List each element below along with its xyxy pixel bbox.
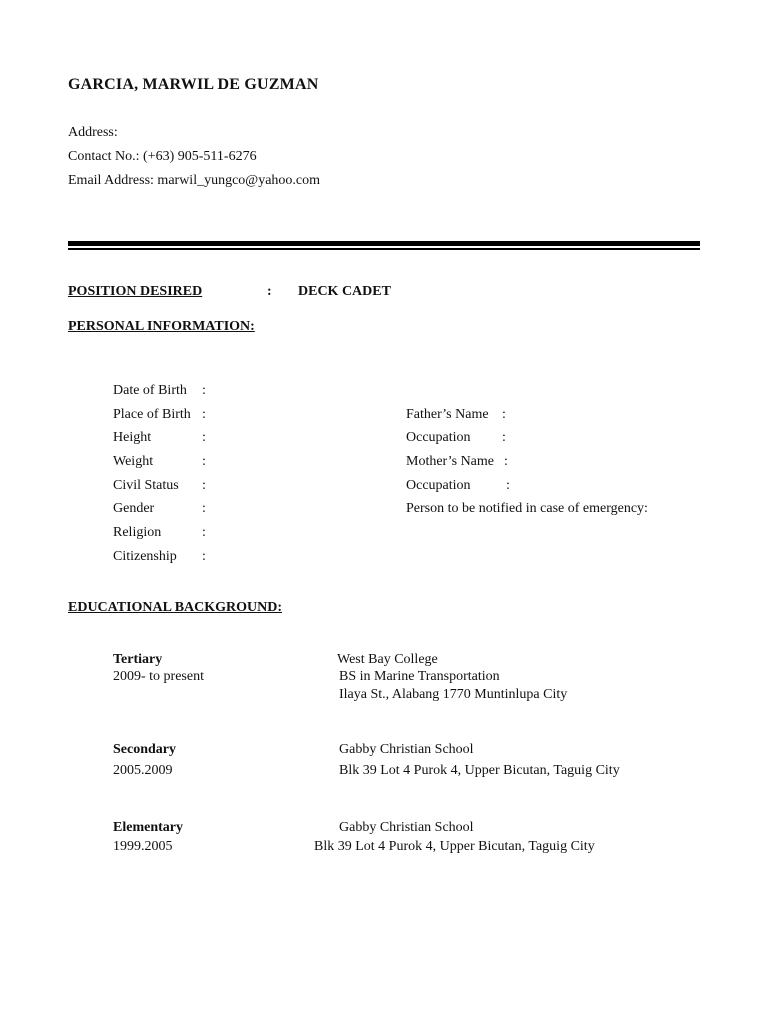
tertiary-course: BS in Marine Transportation — [339, 669, 500, 684]
personal-information-heading: PERSONAL INFORMATION: — [68, 319, 255, 334]
father-occupation-label: Occupation — [406, 430, 471, 445]
header-divider-thin — [68, 248, 700, 250]
place-of-birth-label: Place of Birth — [113, 407, 191, 422]
gender-label: Gender — [113, 501, 155, 516]
mothers-name-colon: : — [504, 454, 508, 469]
father-occupation-colon: : — [502, 430, 506, 445]
address-label: Address: — [68, 125, 118, 140]
tertiary-level: Tertiary — [113, 652, 163, 667]
height-label: Height — [113, 430, 152, 445]
civil-status-label: Civil Status — [113, 478, 179, 493]
tertiary-school: West Bay College — [337, 652, 438, 667]
weight-colon: : — [202, 454, 206, 469]
civil-status-colon: : — [202, 478, 206, 493]
emergency-contact-label: Person to be notified in case of emergency: — [406, 501, 648, 516]
elementary-school: Gabby Christian School — [339, 820, 474, 835]
contact-number: Contact No.: (+63) 905-511-6276 — [68, 149, 257, 164]
applicant-name: GARCIA, MARWIL DE GUZMAN — [68, 76, 319, 93]
tertiary-years: 2009- to present — [113, 669, 204, 684]
email-address: Email Address: marwil_yungco@yahoo.com — [68, 173, 321, 188]
religion-colon: : — [202, 525, 206, 540]
secondary-level: Secondary — [113, 742, 176, 757]
elementary-years: 1999.2005 — [113, 839, 173, 854]
secondary-school: Gabby Christian School — [339, 742, 474, 757]
citizenship-colon: : — [202, 549, 206, 564]
place-of-birth-colon: : — [202, 407, 206, 422]
header-divider-thick — [68, 241, 700, 246]
elementary-level: Elementary — [113, 820, 183, 835]
secondary-address: Blk 39 Lot 4 Purok 4, Upper Bicutan, Taguig City — [339, 763, 620, 778]
weight-label: Weight — [113, 454, 154, 469]
date-of-birth-label: Date of Birth — [113, 383, 187, 398]
mother-occupation-colon: : — [506, 478, 510, 493]
height-colon: : — [202, 430, 206, 445]
date-of-birth-colon: : — [202, 383, 206, 398]
mothers-name-label: Mother’s Name — [406, 454, 494, 469]
fathers-name-colon: : — [502, 407, 506, 422]
citizenship-label: Citizenship — [113, 549, 177, 564]
mother-occupation-label: Occupation — [406, 478, 471, 493]
secondary-years: 2005.2009 — [113, 763, 173, 778]
position-desired-colon: : — [267, 284, 272, 299]
elementary-address: Blk 39 Lot 4 Purok 4, Upper Bicutan, Taguig City — [314, 839, 595, 854]
gender-colon: : — [202, 501, 206, 516]
position-desired-label: POSITION DESIRED — [68, 284, 203, 299]
educational-background-heading: EDUCATIONAL BACKGROUND: — [68, 600, 283, 615]
religion-label: Religion — [113, 525, 162, 540]
fathers-name-label: Father’s Name — [406, 407, 489, 422]
position-desired-value: DECK CADET — [298, 284, 391, 299]
tertiary-address: Ilaya St., Alabang 1770 Muntinlupa City — [339, 687, 568, 702]
